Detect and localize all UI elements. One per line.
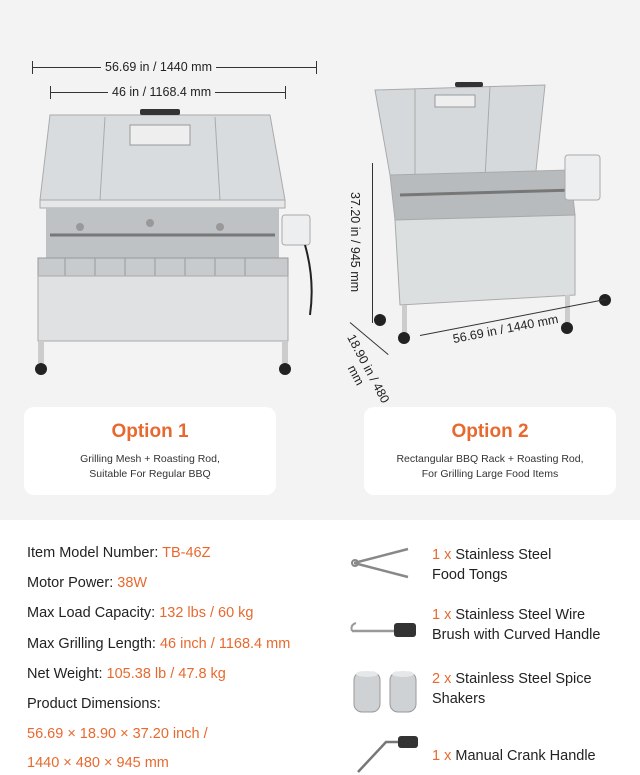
accessory-name-line-2: Food Tongs [432, 567, 508, 583]
spec-value: 46 inch / 1168.4 mm [159, 636, 291, 652]
accessory-qty: 1 x [432, 547, 452, 563]
accessory-name-line-2: Brush with Curved Handle [432, 627, 601, 643]
length-label: 56.69 in / 1440 mm [451, 311, 560, 347]
accessory-name-line-1: Manual Crank Handle [451, 748, 596, 764]
crank-handle-icon [350, 730, 422, 775]
option-1-desc-line-2: Suitable For Regular BBQ [89, 468, 211, 480]
option-2-title: Option 2 [451, 421, 529, 442]
spice-shaker-icon [350, 666, 422, 716]
spec-value: 38W [117, 575, 148, 591]
accessory-qty: 1 x [432, 607, 452, 623]
overall-width-label: 56.69 in / 1440 mm [101, 60, 216, 74]
height-label: 37.20 in / 945 mm [348, 191, 363, 293]
grill-front-view-image [20, 105, 320, 380]
spec-label: Max Load Capacity: [27, 605, 160, 621]
spec-value: TB-46Z [162, 545, 211, 561]
spec-net-weight [27, 666, 226, 682]
option-1-title: Option 1 [111, 421, 189, 442]
spec-label: Motor Power: [27, 575, 118, 591]
inner-width-label: 46 in / 1168.4 mm [108, 85, 215, 99]
accessory-name-line-1: Stainless Steel Spice [451, 671, 592, 687]
accessory-qty: 2 x [432, 671, 452, 687]
grill-side-view-image [360, 80, 620, 350]
accessory-name-line-1: Stainless Steel Wire [451, 607, 586, 623]
option-2-card [364, 407, 616, 495]
height-dimension-line [372, 163, 373, 323]
accessory-crank-handle-text [432, 746, 596, 766]
spec-label: Max Grilling Length: [27, 636, 160, 652]
spec-product-dimensions-label: Product Dimensions: [27, 696, 161, 712]
accessory-qty: 1 x [432, 748, 452, 764]
spec-model-number [27, 545, 210, 561]
wire-brush-icon [350, 615, 420, 645]
accessory-tongs-text [432, 545, 551, 585]
spec-product-dimensions-mm: 1440 × 480 × 945 mm [27, 755, 169, 771]
accessory-wire-brush-text [432, 605, 600, 645]
option-2-desc-line-2: For Grilling Large Food Items [421, 468, 559, 480]
spec-max-grilling-length [27, 636, 290, 652]
spec-label: Item Model Number: [27, 545, 163, 561]
spec-max-load [27, 605, 254, 621]
depth-label: 18.90 in / 480 mm [344, 331, 393, 406]
option-1-desc-line-1: Grilling Mesh + Roasting Rod, [80, 453, 220, 465]
option-1-description [24, 452, 276, 482]
spec-value: 105.38 lb / 47.8 kg [106, 666, 226, 682]
accessory-spice-shakers-text [432, 669, 592, 709]
option-2-desc-line-1: Rectangular BBQ Rack + Roasting Rod, [396, 453, 584, 465]
accessory-name-line-1: Stainless Steel [451, 547, 552, 563]
accessory-name-line-2: Shakers [432, 691, 486, 707]
tongs-icon [350, 545, 412, 581]
spec-product-dimensions-inch: 56.69 × 18.90 × 37.20 inch / [27, 726, 208, 742]
spec-motor-power [27, 575, 147, 591]
option-2-description [364, 452, 616, 482]
option-1-card [24, 407, 276, 495]
spec-value: 132 lbs / 60 kg [159, 605, 254, 621]
spec-label: Net Weight: [27, 666, 107, 682]
